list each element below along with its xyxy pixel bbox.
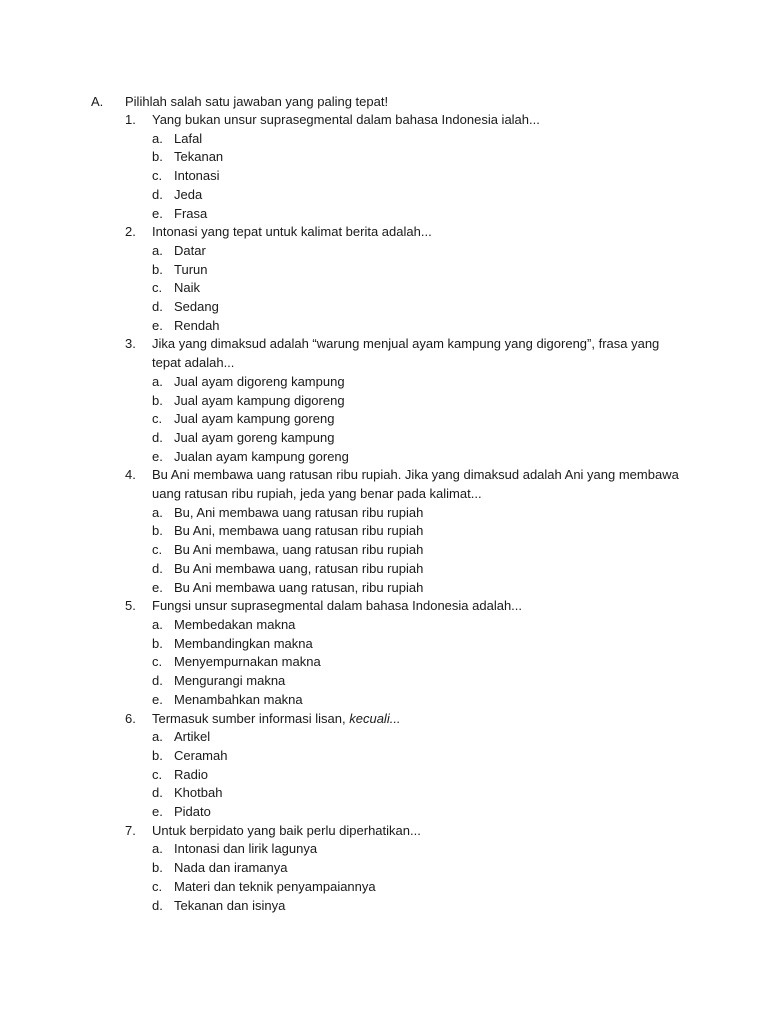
answer-option	[91, 653, 691, 672]
question-text-wrap	[152, 335, 691, 372]
question-text-wrap	[152, 597, 691, 616]
option-letter: c.	[152, 280, 163, 296]
option-text: Jual ayam kampung digoreng	[174, 392, 345, 408]
question-row	[91, 466, 691, 503]
answer-option	[91, 878, 691, 897]
option-letter: d.	[152, 897, 163, 913]
answer-option	[91, 859, 691, 878]
answer-option	[91, 560, 691, 579]
answer-option	[91, 392, 691, 411]
answer-option	[91, 186, 691, 205]
option-text: Tekanan dan isinya	[174, 897, 286, 913]
option-letter: c.	[152, 878, 163, 894]
question-text-wrap	[152, 466, 691, 503]
question-text: Jika yang dimaksud adalah “warung menjual ayam kampung yang digoreng”, frasa yang tepat adalah...	[152, 336, 660, 371]
option-text: Turun	[174, 261, 208, 277]
option-text: Intonasi	[174, 168, 220, 184]
option-text: Intonasi dan lirik lagunya	[174, 841, 318, 857]
answer-option	[91, 504, 691, 523]
option-letter: c.	[152, 168, 163, 184]
question-number: 2.	[125, 224, 136, 240]
option-text: Menyempurnakan makna	[174, 654, 321, 670]
option-letter: a.	[152, 373, 163, 389]
question-text: Yang bukan unsur suprasegmental dalam bahasa Indonesia ialah...	[152, 112, 540, 127]
option-letter: d.	[152, 299, 163, 315]
answer-option	[91, 298, 691, 317]
option-text: Naik	[174, 280, 201, 296]
option-letter: b.	[152, 860, 163, 876]
question-text: Fungsi unsur suprasegmental dalam bahasa Indonesia adalah...	[152, 598, 523, 614]
option-text: Sedang	[174, 299, 219, 315]
question-item	[91, 597, 691, 709]
option-letter: b.	[152, 747, 163, 763]
option-letter: b.	[152, 149, 163, 165]
option-letter: c.	[152, 542, 163, 558]
option-text: Khotbah	[174, 785, 223, 801]
question-text-wrap	[152, 223, 691, 242]
question-number: 6.	[125, 710, 136, 726]
option-text: Tekanan	[174, 149, 224, 165]
question-text: Termasuk sumber informasi lisan,	[152, 710, 350, 726]
answer-option	[91, 579, 691, 598]
option-letter: a.	[152, 242, 163, 258]
option-text: Artikel	[174, 729, 211, 745]
answer-option	[91, 691, 691, 710]
option-list	[91, 242, 691, 336]
option-letter: e.	[152, 691, 163, 707]
question-row	[91, 710, 691, 729]
answer-option	[91, 242, 691, 261]
option-letter: d.	[152, 429, 163, 445]
section-instruction: Pilihlah salah satu jawaban yang paling tepat!	[125, 94, 389, 109]
option-list	[91, 728, 691, 822]
question-text-italic: kecuali...	[349, 710, 401, 726]
answer-option	[91, 784, 691, 803]
option-letter: a.	[152, 130, 163, 146]
option-text: Jual ayam goreng kampung	[174, 429, 335, 445]
answer-option	[91, 635, 691, 654]
question-section	[91, 92, 691, 915]
option-text: Ceramah	[174, 747, 228, 763]
option-text: Bu Ani membawa uang, ratusan ribu rupiah	[174, 560, 424, 576]
option-text: Jeda	[174, 186, 203, 202]
question-text-wrap	[152, 111, 691, 130]
option-letter: e.	[152, 448, 163, 464]
option-text: Mengurangi makna	[174, 673, 286, 689]
option-letter: b.	[152, 523, 163, 539]
question-text-wrap	[152, 822, 691, 841]
option-text: Lafal	[174, 130, 203, 146]
option-letter: d.	[152, 673, 163, 689]
section-header	[91, 92, 691, 111]
question-number: 3.	[125, 336, 136, 352]
answer-option	[91, 747, 691, 766]
answer-option	[91, 840, 691, 859]
option-letter: a.	[152, 841, 163, 857]
option-list	[91, 504, 691, 598]
option-list	[91, 130, 691, 224]
option-text: Rendah	[174, 317, 220, 333]
question-number: 5.	[125, 598, 136, 614]
option-letter: e.	[152, 579, 163, 595]
answer-option	[91, 803, 691, 822]
question-number: 7.	[125, 822, 136, 838]
option-text: Pidato	[174, 804, 211, 820]
answer-option	[91, 148, 691, 167]
answer-option	[91, 541, 691, 560]
answer-option	[91, 261, 691, 280]
option-text: Nada dan iramanya	[174, 860, 288, 876]
option-text: Membedakan makna	[174, 616, 296, 632]
question-text: Intonasi yang tepat untuk kalimat berita adalah...	[152, 224, 432, 240]
question-item	[91, 335, 691, 466]
answer-option	[91, 317, 691, 336]
option-letter: b.	[152, 635, 163, 651]
question-row	[91, 223, 691, 242]
question-item	[91, 466, 691, 597]
option-letter: a.	[152, 504, 163, 520]
answer-option	[91, 766, 691, 785]
option-letter: b.	[152, 392, 163, 408]
option-letter: b.	[152, 261, 163, 277]
option-text: Bu Ani membawa, uang ratusan ribu rupiah	[174, 542, 424, 558]
option-list	[91, 840, 691, 915]
option-text: Bu Ani membawa uang ratusan, ribu rupiah	[174, 579, 424, 595]
option-text: Jual ayam digoreng kampung	[174, 373, 345, 389]
answer-option	[91, 728, 691, 747]
option-list	[91, 616, 691, 710]
option-letter: d.	[152, 785, 163, 801]
option-letter: e.	[152, 317, 163, 333]
answer-option	[91, 410, 691, 429]
question-item	[91, 710, 691, 822]
question-row	[91, 111, 691, 130]
answer-option	[91, 205, 691, 224]
option-list	[91, 373, 691, 467]
question-row	[91, 597, 691, 616]
question-text: Bu Ani membawa uang ratusan ribu rupiah. Jika yang dimaksud adalah Ani yang membawa uang ratusan ribu rupiah, jeda yang benar pada kalimat...	[152, 467, 679, 502]
question-number: 1.	[125, 112, 136, 127]
question-list	[91, 111, 691, 915]
answer-option	[91, 672, 691, 691]
option-letter: e.	[152, 205, 163, 221]
question-item	[91, 223, 691, 335]
option-letter: e.	[152, 804, 163, 820]
question-number: 4.	[125, 467, 136, 483]
question-text: Untuk berpidato yang baik perlu diperhatikan...	[152, 822, 421, 838]
answer-option	[91, 448, 691, 467]
question-row	[91, 822, 691, 841]
question-item	[91, 822, 691, 916]
option-text: Materi dan teknik penyampaiannya	[174, 878, 376, 894]
answer-option	[91, 429, 691, 448]
option-text: Menambahkan makna	[174, 691, 303, 707]
option-letter: c.	[152, 654, 163, 670]
answer-option	[91, 616, 691, 635]
option-text: Bu Ani, membawa uang ratusan ribu rupiah	[174, 523, 424, 539]
answer-option	[91, 279, 691, 298]
question-text-wrap	[152, 710, 691, 729]
option-letter: c.	[152, 766, 163, 782]
option-letter: c.	[152, 411, 163, 427]
option-text: Membandingkan makna	[174, 635, 313, 651]
answer-option	[91, 897, 691, 916]
answer-option	[91, 167, 691, 186]
option-letter: a.	[152, 729, 163, 745]
option-letter: a.	[152, 616, 163, 632]
option-letter: d.	[152, 560, 163, 576]
option-text: Radio	[174, 766, 208, 782]
option-text: Frasa	[174, 205, 208, 221]
question-item	[91, 111, 691, 223]
option-letter: d.	[152, 186, 163, 202]
option-text: Datar	[174, 242, 206, 258]
option-text: Jual ayam kampung goreng	[174, 411, 335, 427]
answer-option	[91, 373, 691, 392]
option-text: Bu, Ani membawa uang ratusan ribu rupiah	[174, 504, 424, 520]
answer-option	[91, 522, 691, 541]
option-text: Jualan ayam kampung goreng	[174, 448, 349, 464]
answer-option	[91, 130, 691, 149]
section-letter: A.	[91, 94, 104, 109]
question-row	[91, 335, 691, 372]
